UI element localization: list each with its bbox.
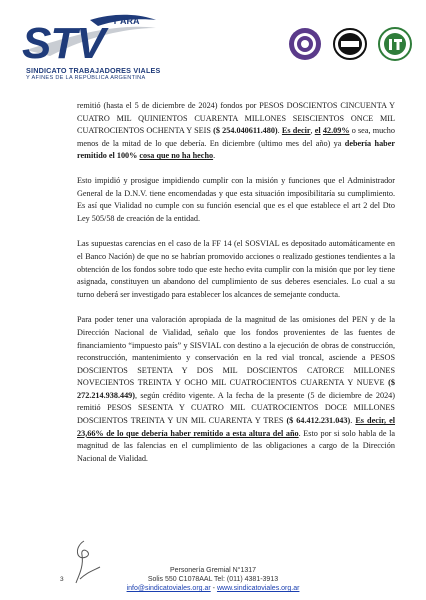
p4-amount-credit: ($ 272.214.938.449): [77, 378, 395, 400]
letterhead: [0, 0, 426, 92]
svg-text:Y ARA: Y ARA: [112, 16, 140, 26]
p1-percentage: 42.09%: [322, 126, 350, 136]
p4-text2: , según crédito vigente. A la fecha de la presente (5 de diciembre de 2024) remitió PESOS SESENTA Y CUATRO MIL CUATROCIENTOS DOCE MILLONES DOSCIENTOS TREINTA Y UN MIL CUARENTA Y TRES: [77, 390, 395, 426]
org-subtitle: Y AFINES DE LA REPÚBLICA ARGENTINA: [26, 75, 146, 81]
itf-badge-icon: [378, 27, 412, 61]
p1-amount: ($ 254.040611.480): [213, 126, 278, 136]
cat-badge-icon: [330, 27, 370, 61]
affiliation-badges: [288, 27, 412, 61]
p1-deberia: debería haber remitido el 100%: [77, 138, 395, 161]
p1-sep: .: [277, 126, 282, 136]
footer-email-link[interactable]: info@sindicatoviales.org.ar: [126, 585, 211, 592]
svg-text:STV: STV: [22, 19, 105, 68]
p1-sep2: ,: [310, 126, 315, 136]
p4-sep: .: [350, 416, 356, 426]
footer-web-link[interactable]: www.sindicatoviales.org.ar: [216, 585, 300, 592]
p4-amount-remitted: ($ 64.412.231.043): [286, 416, 351, 426]
p1-text: remitió (hasta el 5 de diciembre de 2024) fondos por PESOS DOSCIENTOS CINCUENTA Y CUATRO MIL QUINIENTOS CUARENTA MILLONES SEISCIENTOS ONCE MIL CUATROCIENTOS OCHENTA Y SEIS: [77, 101, 395, 136]
paragraph-valuation: [77, 314, 395, 465]
paragraph-mission: Esto impidió y prosigue impidiendo cumplir con la misión y funciones que el Administrador General de la D.N.V. tiene encomendadas y que esta situación imposibilitaría su cumplimiento. Es así que Vialidad no cumple con su función esencial que es el que establece el art 2 del Dto Ley 505/58 de creación de la entidad.: [77, 175, 395, 223]
p4-es-decir: Es decir, el 23,66% de lo que debería haber remitido a esta altura del año: [77, 416, 396, 438]
p1-text2: o sea, mucho menos de la mitad de lo que debería. En diciembre (ultimo mes del año) ya: [77, 126, 395, 148]
paragraph-ff14: Las supuestas carencias en el caso de la FF 14 (el SOSVIAL es depositado automáticamente en el Banco Nación) de que no se habrían promovido acciones o realizado gestiones tendientes a la obtención de los fondos sobre todo que este hecho evita cumplir con la misión que por ley tiene asignada, constituyen un abandono del cumplimiento de sus deberes esenciales. Lo cual a su turno deberá ser investigado para establecer los alcances de semejante conducta.: [77, 239, 395, 299]
p1-es-decir: Es decir: [281, 126, 311, 136]
footer-contact: [0, 585, 426, 592]
paragraph-funds-remitted: [77, 100, 395, 163]
p4-text: Para poder tener una valoración apropiada de la magnitud de las omisiones del PEN y de la Dirección Nacional de Vialidad, señalo que los fondos provenientes de las fuentes de financiamiento “impuesto país” y SISVIAL con destino a la ejecución de obras de construcción, reconstrucción, mantenimiento y conservación en la red vial troncal, asciende a PESOS DOSCIENTOS SETENTA Y DOS MIL DOSCIENTOS CATORCE MILLONES NOVECIENTOS TREINTA Y OCHO MIL CUATROCIENTOS CUARENTA Y NUEVE: [77, 315, 395, 388]
p1-el: el: [314, 126, 321, 136]
letter-body: [77, 100, 395, 478]
cgt-badge-icon: [288, 27, 322, 61]
org-name: SINDICATO TRABAJADORES VIALES: [26, 66, 161, 75]
footer-personeria: Personería Gremial N°1317: [169, 567, 257, 574]
footer-separator: -: [210, 585, 217, 592]
p4-text3: . Esto por si solo habla de la magnitud de las falencias en el cumplimiento de las obligaciones a cargo de la Dirección Nacional de Vialidad.: [77, 428, 395, 463]
footer-address: Solis 550 C1078AAL Tel: (011) 4381-3913: [147, 576, 279, 583]
p1-cosa-no-hecho: cosa que no ha hecho: [139, 151, 214, 161]
p1-end: .: [213, 151, 216, 161]
page-number: 3: [60, 576, 64, 583]
